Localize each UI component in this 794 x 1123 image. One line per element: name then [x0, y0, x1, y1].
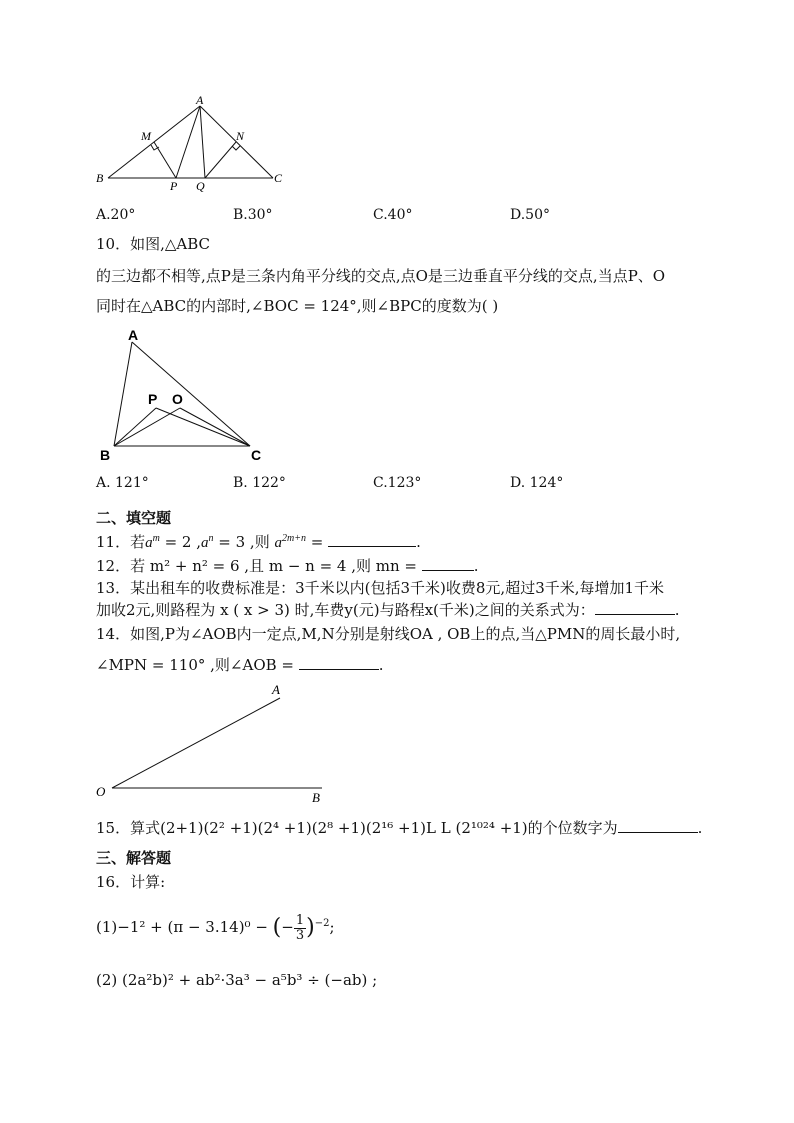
q11-m: m	[152, 533, 160, 544]
q9-right-angle-m	[151, 145, 159, 150]
q16-part1-a: (1)−1² + (π − 3.14)⁰ −	[96, 918, 273, 936]
q16-title: 16．计算:	[96, 873, 166, 891]
q10-option-c: C.123°	[373, 475, 422, 491]
q12-text: 12．若 m² + n² = 6 ,且 m − n = 4 ,则 mn =	[96, 557, 422, 575]
q9-label-a: A	[196, 93, 204, 107]
q10-label-a: A	[128, 327, 139, 343]
q13-line2: 加收2元,则路程为 x ( x > 3) 时,车费y(元)与路程x(千米)之间的关系式为： .	[96, 601, 680, 619]
q9-option-b: B.30°	[233, 207, 273, 223]
q11: 11．若$a^m = 2$ $,a^n = 3$ ,则 $a^{2m+n}$ = .	[96, 533, 421, 551]
section-3-title: 三、解答题	[96, 849, 172, 867]
q10-label-b: B	[100, 447, 111, 463]
q9-option-a: A.20°	[96, 207, 136, 223]
q16-part1: (1)−1² + (π − 3.14)⁰ − (− $\frac{1}{3}$ )$^{-2}$;	[96, 912, 335, 943]
q14-line1: 14．如图,P为∠AOB内一定点,M,N分别是射线OA , OB上的点,当△PMN的周长最小时,	[96, 625, 681, 643]
q11-n: n	[208, 533, 214, 544]
q9-option-c: C.40°	[373, 207, 413, 223]
q14-answer-blank[interactable]	[299, 655, 379, 670]
q16-fraction-num: 1	[295, 912, 305, 928]
q10-option-d: D. 124°	[510, 475, 564, 491]
q14-figure	[90, 680, 340, 810]
q10-segment-bp	[114, 408, 156, 446]
q16-part2: (2) (2a²b)² + ab²·3a³ − a⁵b³ ÷ (−ab) ;	[96, 971, 378, 989]
q11-a3: a	[274, 535, 282, 551]
q10-label-c: C	[251, 447, 262, 463]
q12: 12．若 m² + n² = 6 ,且 m − n = 4 ,则 mn = .	[96, 557, 479, 575]
q10-line2: 的三边都不相等,点P是三条内角平分线的交点,点O是三边垂直平分线的交点,当点P、O	[96, 267, 666, 285]
q9-segment-ap	[176, 106, 200, 178]
q11-a: a	[145, 535, 153, 551]
q14-label-b: B	[312, 790, 320, 805]
q14-line2-text: ∠MPN = 110° ,则∠AOB =	[96, 656, 299, 674]
q14-label-o: O	[96, 784, 106, 799]
q14-label-a: A	[272, 682, 280, 697]
q10-label-o: O	[172, 391, 183, 407]
section-2-title: 二、填空题	[96, 509, 172, 527]
q9-label-p: P	[170, 179, 178, 192]
q11-answer-blank[interactable]	[328, 532, 416, 547]
q9-label-n: N	[236, 129, 245, 143]
q14-line2: ∠MPN = 110° ,则∠AOB = .	[96, 656, 384, 674]
q14-ray-oa	[112, 698, 280, 788]
q15: 15．算式(2+1)(2² +1)(2⁴ +1)(2⁸ +1)(2¹⁶ +1)L L (2¹⁰²⁴ +1)的个位数字为 .	[96, 819, 703, 837]
q9-segment-nq	[205, 142, 236, 178]
q15-answer-blank[interactable]	[618, 818, 698, 833]
q13-answer-blank[interactable]	[595, 600, 675, 615]
q11-eq2: = 3 ,则	[213, 533, 275, 551]
q16-part1-b: ;	[329, 918, 335, 936]
q9-label-m: M	[141, 129, 151, 143]
q10-side-ab	[114, 342, 132, 446]
q10-option-b: B. 122°	[233, 475, 286, 491]
q16-fraction-den: 3	[295, 927, 305, 943]
q13-line1: 13．某出租车的收费标准是：3千米以内(包括3千米)收费8元,超过3千米,每增加1千米	[96, 579, 665, 597]
q10-label-p: P	[148, 391, 158, 407]
q9-label-q: Q	[196, 179, 205, 192]
q9-segment-mp	[154, 142, 176, 178]
q9-segment-aq	[200, 106, 205, 178]
q10-segment-oc	[180, 408, 250, 446]
q10-option-a: A. 121°	[96, 475, 149, 491]
q10-line3: 同时在△ABC的内部时,∠BOC = 124°,则∠BPC的度数为( )	[96, 297, 499, 315]
q15-text: 15．算式(2+1)(2² +1)(2⁴ +1)(2⁸ +1)(2¹⁶ +1)L L (2¹⁰²⁴ +1)的个位数字为	[96, 819, 618, 837]
q9-label-b: B	[96, 171, 104, 185]
q11-eq1: = 2 ,	[159, 533, 202, 551]
q9-right-angle-n	[232, 146, 240, 150]
q16-fraction	[294, 914, 306, 943]
q10-line1: 10．如图,△ABC	[96, 235, 211, 253]
q9-figure	[88, 92, 298, 192]
q9-label-c: C	[274, 171, 283, 185]
q10-figure	[96, 326, 286, 466]
q11-eq3: =	[305, 533, 329, 551]
q10-segment-bo	[114, 408, 180, 446]
q9-option-d: D.50°	[510, 207, 550, 223]
q11-exp: 2m+n	[281, 533, 306, 544]
q11-prefix: 11．若	[96, 533, 146, 551]
q13-line2-text: 加收2元,则路程为 x ( x > 3) 时,车费y(元)与路程x(千米)之间的关系式为：	[96, 601, 595, 619]
q11-a2: a	[201, 535, 209, 551]
q12-answer-blank[interactable]	[422, 556, 474, 571]
